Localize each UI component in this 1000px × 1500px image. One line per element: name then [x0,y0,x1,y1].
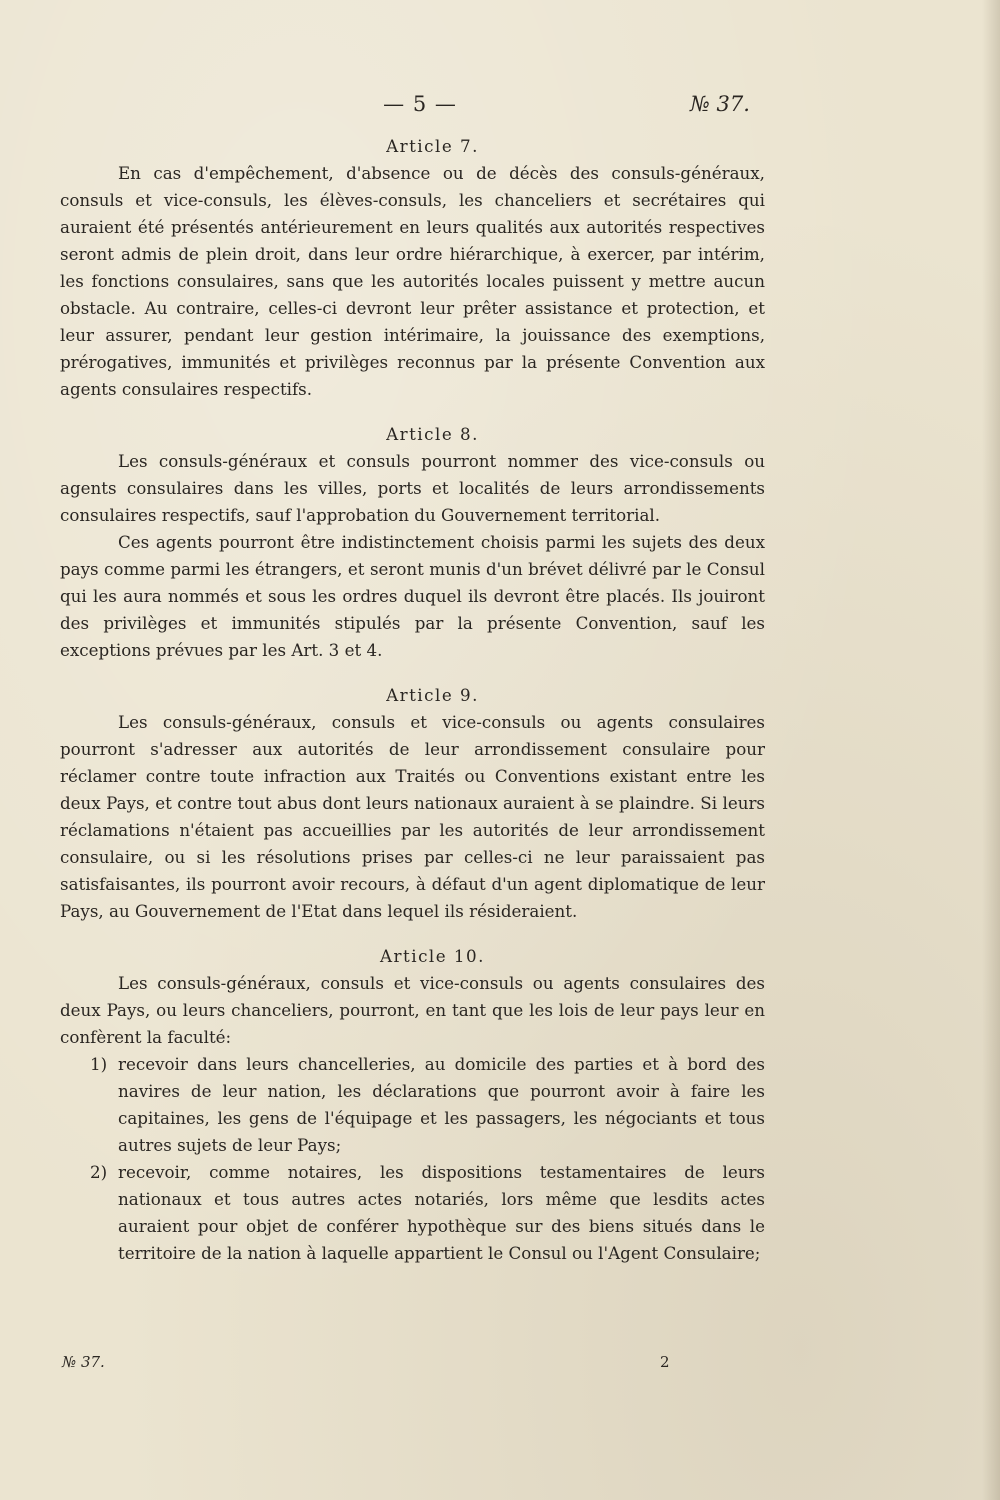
article-title: Article 8. [386,424,479,444]
page-footer [0,1353,1000,1377]
sheet-number: 2 [660,1353,670,1371]
page-number: — 5 — [383,92,457,116]
article-title: Article 7. [386,136,479,156]
list-item [60,1159,765,1267]
list-item-number: 1) [90,1054,108,1074]
article-paragraph: Ces agents pourront être indistinctement choisis parmi les sujets des deux pays comme parmi les étrangers, et seront munis d'un brévet délivré par le Consul qui les aura nommés et sous les ordres duquel ils devront être placés. Ils jouiront des privilèges et immunités stipulés par la présente Convention, sauf les exceptions prévues par les Art. 3 et 4. [60,532,765,660]
footer-document-number: № 37. [62,1353,105,1371]
article-8 [60,421,765,664]
article-9 [60,682,765,925]
page-edge-shadow [982,0,1000,1500]
list-item-text: recevoir dans leurs chancelleries, au domicile des parties et à bord des navires de leur nation, les déclarations que pourront avoir à faire les capitaines, les gens de l'équipage et les passagers, les négociants et tous autres sujets de leur Pays; [118,1054,765,1155]
article-paragraph: En cas d'empêchement, d'absence ou de décès des consuls-généraux, consuls et vice-consuls, les élèves-consuls, les chanceliers et secrétaires qui auraient été présentés antérieurement en leurs qualités aux autorités respectives seront admis de plein droit, dans leur ordre hiérarchique, à exercer, par intérim, les fonctions consulaires, sans que les autorités locales puissent y mettre aucun obstacle. Au contraire, celles-ci devront leur prêter assistance et protection, et leur assurer, pendant leur gestion intérimaire, la jouissance des exemptions, prérogatives, immunités et privilèges reconnus par la présente Convention aux agents consulaires respectifs. [60,163,765,399]
document-body [60,133,765,1267]
list-item-text: recevoir, comme notaires, les dispositions testamentaires de leurs nationaux et tous autres actes notariés, lors même que lesdits actes auraient pour objet de conférer hypothèque sur des biens situés dans le territoire de la nation à laquelle appartient le Consul ou l'Agent Consulaire; [118,1162,765,1263]
article-paragraph: Les consuls-généraux, consuls et vice-consuls ou agents consulaires pourront s'adresser aux autorités de leur arrondissement consulaire pour réclamer contre toute infraction aux Traités ou Conventions existant entre les deux Pays, et contre tout abus dont leurs nationaux auraient à se plaindre. Si leurs réclamations n'étaient pas accueillies par les autorités de leur arrondissement consulaire, ou si les résolutions prises par celles-ci ne leur paraissaient pas satisfaisantes, ils pourront avoir recours, à défaut d'un agent diplomatique de leur Pays, au Gouvernement de l'Etat dans lequel ils résideraient. [60,712,765,921]
article-title: Article 9. [386,685,479,705]
article-7 [60,133,765,403]
article-10 [60,943,765,1267]
list-item-number: 2) [90,1162,108,1182]
page-header [0,92,1000,122]
article-paragraph: Les consuls-généraux, consuls et vice-consuls ou agents consulaires des deux Pays, ou leurs chanceliers, pourront, en tant que les lois de leur pays leur en confèrent la faculté: [60,973,765,1047]
list-item [60,1051,765,1159]
article-title: Article 10. [380,946,485,966]
article-paragraph: Les consuls-généraux et consuls pourront nommer des vice-consuls ou agents consulaires dans les villes, ports et localités de leurs arrondissements consulaires respectifs, sauf l'approbation du Gouvernement territorial. [60,451,765,525]
document-number: № 37. [690,92,750,116]
